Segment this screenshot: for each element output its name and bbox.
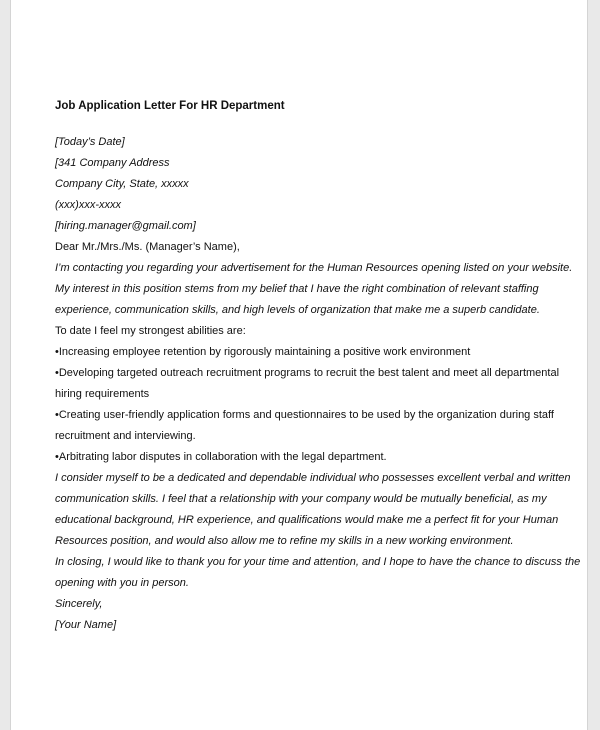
bullet-item-3b: recruitment and interviewing. [55,430,196,442]
bullet-item-2b: hiring requirements [55,388,150,400]
bullet-item-1: •Increasing employee retention by rigorously maintaining a positive work environment [55,346,471,358]
interest-line-2: experience, communication skills, and high levels of organization that make me a superb candidate. [55,304,540,316]
paragraph-line-3: educational background, HR experience, and qualifications would make me a perfect fit for your Human [55,514,559,526]
paragraph-line-1: I consider myself to be a dedicated and dependable individual who possesses excellent verbal and written [55,472,571,484]
abilities-intro: To date I feel my strongest abilities are: [55,325,246,337]
salutation: Dear Mr./Mrs./Ms. (Manager’s Name), [55,241,240,253]
closing-line-1: In closing, I would like to thank you for your time and attention, and I hope to have the chance to discuss the [55,556,581,568]
letter-body [55,99,581,636]
closing-line-2: opening with you in person. [55,577,189,589]
document-page [10,0,588,730]
intro-line: I’m contacting you regarding your advertisement for the Human Resources opening listed on your website. [55,262,573,274]
email-line: [hiring.manager@gmail.com] [55,220,196,232]
signature-name: [Your Name] [55,619,117,631]
signoff: Sincerely, [55,598,103,610]
paragraph-line-4: Resources position, and would also allow me to refine my skills in a new working environment. [55,535,514,547]
letter-title: Job Application Letter For HR Department [55,100,285,112]
bullet-item-3a: •Creating user-friendly application forms and questionnaires to be used by the organization during staff [55,409,554,421]
address-line-2: Company City, State, xxxxx [55,178,189,190]
bullet-item-4: •Arbitrating labor disputes in collaboration with the legal department. [55,451,387,463]
bullet-item-2a: •Developing targeted outreach recruitment programs to recruit the best talent and meet all departmental [55,367,560,379]
phone-line: (xxx)xxx-xxxx [55,199,121,211]
date-line: [Today’s Date] [55,136,125,148]
interest-line-1: My interest in this position stems from my belief that I have the right combination of relevant staffing [55,283,539,295]
paragraph-line-2: communication skills. I feel that a relationship with your company would be mutually beneficial, as my [55,493,547,505]
address-line-1: [341 Company Address [55,157,170,169]
